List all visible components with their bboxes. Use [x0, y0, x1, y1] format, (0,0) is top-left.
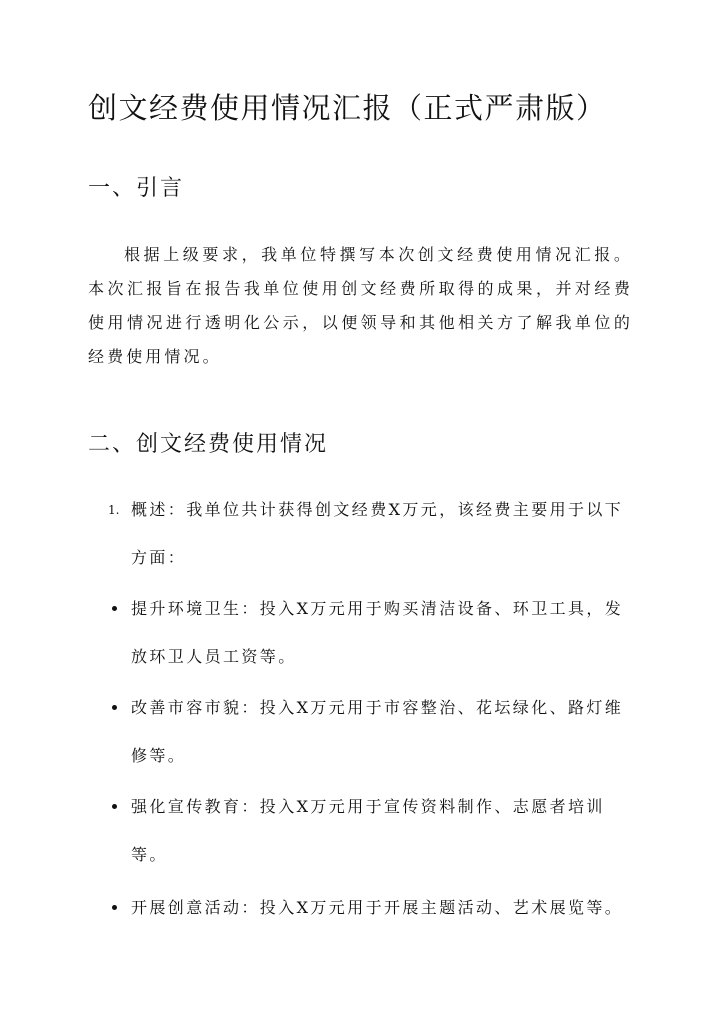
introduction-paragraph: 根据上级要求，我单位特撰写本次创文经费使用情况汇报。本次汇报旨在报告我单位使用创文经费所取得的成果，并对经费使用情况进行透明化公示，以便领导和其他相关方了解我单位的经费使用情况。 [88, 245, 633, 366]
bullet-item-text: 改善市容市貌：投入X万元用于市容整治、花坛绿化、路灯维修等。 [131, 698, 624, 765]
bullet-icon [112, 804, 117, 809]
bullet-list-item [108, 684, 638, 780]
bullet-list-item [108, 783, 638, 879]
bullet-icon [112, 705, 117, 710]
section-heading-introduction: 一、引言 [88, 176, 185, 201]
numbered-list-item [108, 486, 638, 582]
bullet-item-text: 提升环境卫生：投入X万元用于购买清洁设备、环卫工具，发放环卫人员工资等。 [131, 599, 624, 666]
list-number-marker: 1. [108, 503, 120, 517]
section-heading-fund-usage: 二、创文经费使用情况 [88, 432, 329, 457]
list-item-text: 概述：我单位共计获得创文经费X万元，该经费主要用于以下方面： [131, 500, 624, 567]
bullet-list-item [108, 884, 638, 932]
bullet-list-item [108, 585, 638, 681]
bullet-item-text: 开展创意活动：投入X万元用于开展主题活动、艺术展览等。 [131, 898, 624, 917]
page-title: 创文经费使用情况汇报（正式严肃版） [88, 91, 607, 125]
bullet-icon [112, 606, 117, 611]
bullet-item-text: 强化宣传教育：投入X万元用于宣传资料制作、志愿者培训等。 [131, 797, 605, 864]
bullet-icon [112, 905, 117, 910]
